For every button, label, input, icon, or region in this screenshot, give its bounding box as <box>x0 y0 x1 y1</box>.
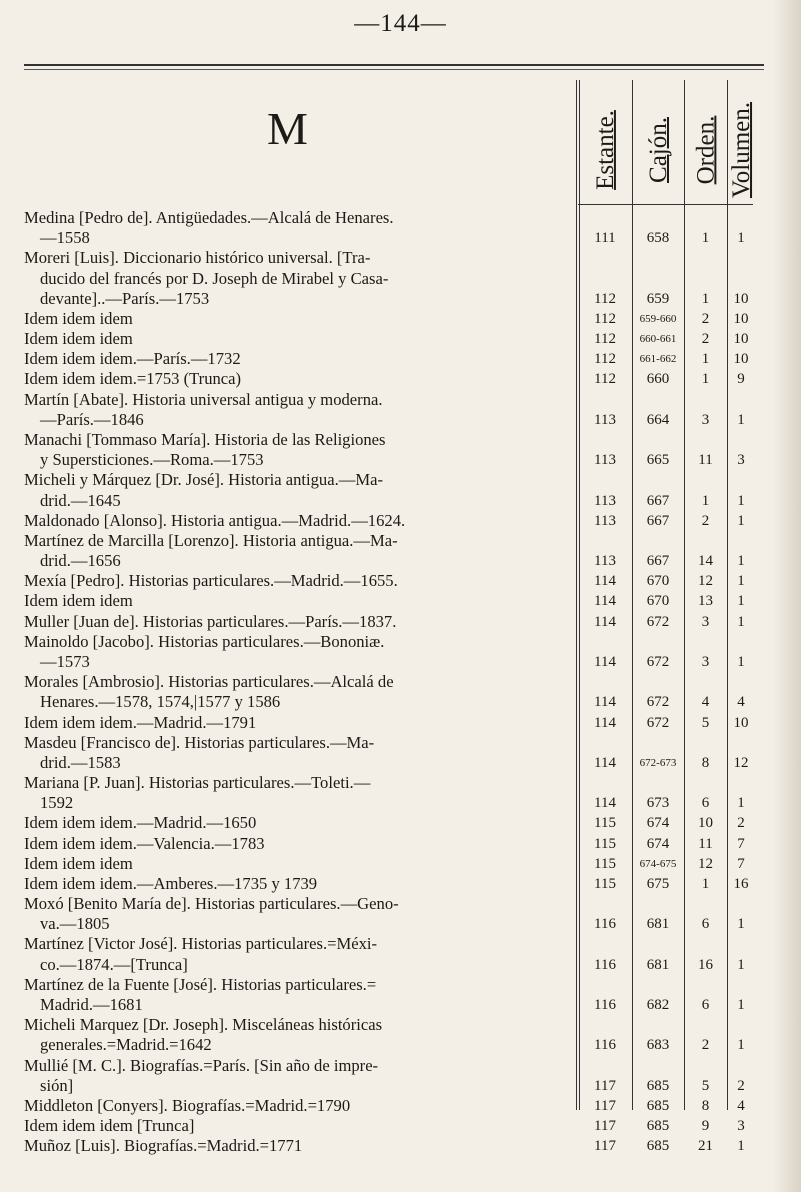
orden-value: 2 <box>701 1037 710 1054</box>
estante-value: 115 <box>594 855 616 872</box>
orden-value: 2 <box>701 331 710 348</box>
header-estante: Estante. <box>592 110 619 190</box>
volumen-value: 10 <box>733 310 749 327</box>
estante-value: 114 <box>594 754 616 771</box>
orden-value: 4 <box>701 694 710 711</box>
orden-value: 8 <box>701 1097 710 1114</box>
cajon-value: 672 <box>646 653 670 670</box>
estante-value: 116 <box>594 997 616 1014</box>
entry-text-line: Medina [Pedro de]. Antigüedades.—Alcalá de Henares. <box>24 208 394 227</box>
header-cell-estante <box>580 96 632 204</box>
entry-text-line: y Supersticiones.—Roma.—1753 <box>40 450 264 470</box>
volumen-value: 4 <box>737 1097 745 1114</box>
cajon-value: 681 <box>646 956 670 973</box>
entry-text-line: drid.—1645 <box>40 490 121 510</box>
volumen-value: 1 <box>737 613 745 630</box>
entry-text-line: generales.=Madrid.=1642 <box>40 1035 212 1055</box>
estante-value: 116 <box>594 956 616 973</box>
volumen-value: 10 <box>733 290 749 307</box>
entry-text-line: va.—1805 <box>40 914 110 934</box>
entry-text-line: Idem idem idem <box>24 591 133 611</box>
top-rule-thin <box>24 69 764 70</box>
orden-value: 12 <box>698 855 713 872</box>
cajon-value: 685 <box>646 1138 670 1155</box>
orden-value: 10 <box>698 815 713 832</box>
volumen-value: 1 <box>737 956 745 973</box>
cajon-value: 659 <box>646 290 670 307</box>
header-rule <box>578 204 753 205</box>
cajon-value: 675 <box>646 875 670 892</box>
cajon-value: 665 <box>646 452 670 469</box>
entry-text-line: —1573 <box>40 651 90 671</box>
volumen-value: 3 <box>737 1118 745 1135</box>
estante-value: 114 <box>594 613 616 630</box>
volumen-value: 1 <box>737 1138 745 1155</box>
volumen-value: 10 <box>733 714 749 731</box>
entry-text-line: drid.—1656 <box>40 551 121 571</box>
header-cell-volumen <box>728 96 756 204</box>
orden-value: 8 <box>701 754 710 771</box>
estante-value: 117 <box>594 1097 616 1114</box>
header-cajon: Cajón. <box>644 117 672 183</box>
volumen-value: 12 <box>733 754 749 771</box>
orden-value: 1 <box>701 371 710 388</box>
volumen-value: 9 <box>737 371 745 388</box>
entry-text-line: Micheli y Márquez [Dr. José]. Historia antigua.—Ma- <box>24 470 383 490</box>
entry-text-line: Henares.—1578, 1574,|1577 y 1586 <box>40 692 281 712</box>
entry-text-line: Idem idem idem.—Madrid.—1791 <box>24 712 257 732</box>
cajon-value: 661-662 <box>639 353 677 366</box>
orden-value: 16 <box>698 956 713 973</box>
volumen-value: 1 <box>737 1037 745 1054</box>
estante-value: 113 <box>594 512 616 529</box>
orden-value: 1 <box>701 492 710 509</box>
estante-value: 112 <box>594 371 616 388</box>
entry-text-line: Masdeu [Francisco de]. Historias particulares.—Ma- <box>24 732 375 752</box>
estante-value: 116 <box>594 916 616 933</box>
entry-text-line: sión] <box>40 1075 74 1095</box>
volumen-value: 1 <box>737 512 745 529</box>
orden-value: 3 <box>701 613 710 630</box>
entry-text-line: Idem idem idem.—Amberes.—1735 y 1739 <box>24 873 318 893</box>
cajon-value: 670 <box>646 593 670 610</box>
entry-text-line: Mexía [Pedro]. Historias particulares.—Madrid.—1655. <box>24 571 398 591</box>
cajon-value: 667 <box>646 492 670 509</box>
entry-text-line: Idem idem idem.—París.—1732 <box>24 349 241 369</box>
entry-text-line: Idem idem idem [Trunca] <box>24 1116 195 1136</box>
cajon-value: 672 <box>646 613 670 630</box>
volumen-value: 1 <box>737 492 745 509</box>
header-volumen: Volumen. <box>728 101 756 199</box>
estante-value: 112 <box>594 310 616 327</box>
volumen-value: 1 <box>737 411 745 428</box>
header-cell-orden <box>685 96 727 204</box>
volumen-value: 2 <box>737 1077 745 1094</box>
estante-value: 111 <box>594 230 616 247</box>
entry-text-line: Morales [Ambrosio]. Historias particulares.—Alcalá de <box>24 672 394 692</box>
entry-text-line: Maldonado [Alonso]. Historia antigua.—Madrid.—1624. <box>24 510 406 530</box>
estante-value: 113 <box>594 553 616 570</box>
orden-value: 13 <box>698 593 713 610</box>
header-cell-cajon <box>633 96 684 204</box>
orden-value: 9 <box>701 1118 710 1135</box>
cajon-value: 660 <box>646 371 670 388</box>
cajon-value: 674 <box>646 835 670 852</box>
orden-value: 2 <box>701 512 710 529</box>
orden-value: 2 <box>701 310 710 327</box>
orden-value: 6 <box>701 795 710 812</box>
section-letter: M <box>267 103 308 154</box>
estante-value: 113 <box>594 411 616 428</box>
volumen-value: 1 <box>737 997 745 1014</box>
estante-value: 114 <box>594 795 616 812</box>
estante-value: 113 <box>594 452 616 469</box>
estante-value: 114 <box>594 694 616 711</box>
cajon-value: 681 <box>646 916 670 933</box>
orden-value: 3 <box>701 653 710 670</box>
cajon-value: 667 <box>646 512 670 529</box>
entry-text-line: Idem idem idem.=1753 (Trunca) <box>24 369 242 389</box>
cajon-value: 672 <box>646 694 670 711</box>
estante-value: 117 <box>594 1077 616 1094</box>
orden-value: 12 <box>698 573 713 590</box>
entry-text-line: Moxó [Benito María de]. Historias particulares.—Geno- <box>24 894 399 914</box>
entry-text-line: —París.—1846 <box>40 409 144 429</box>
volumen-value: 16 <box>733 875 749 892</box>
entry-text-line: —1558 <box>40 228 90 248</box>
entry-text-line: ducido del francés por D. Joseph de Mirabel y Casa- <box>40 268 389 288</box>
cajon-value: 685 <box>646 1077 670 1094</box>
entry-text-line: Muñoz [Luis]. Biografías.=Madrid.=1771 <box>24 1136 303 1156</box>
volumen-value: 7 <box>737 835 745 852</box>
entry-text-line: Manachi [Tommaso María]. Historia de las Religiones <box>24 429 386 449</box>
estante-value: 117 <box>594 1118 616 1135</box>
orden-value: 1 <box>701 875 710 892</box>
entry-text-line: Idem idem idem <box>24 329 133 349</box>
entry-text-line: Martínez de la Fuente [José]. Historias particulares.= <box>24 974 377 994</box>
estante-value: 113 <box>594 492 616 509</box>
estante-value: 112 <box>594 290 616 307</box>
volumen-value: 1 <box>737 553 745 570</box>
volumen-value: 1 <box>737 653 745 670</box>
entry-text-line: Idem idem idem.—Valencia.—1783 <box>24 833 265 853</box>
estante-value: 114 <box>594 593 616 610</box>
orden-value: 14 <box>698 553 713 570</box>
orden-value: 1 <box>701 351 710 368</box>
entry-text-line: Mullié [M. C.]. Biografías.=París. [Sin año de impre- <box>24 1055 379 1075</box>
entry-text-line: Mariana [P. Juan]. Historias particulares.—Toleti.— <box>24 773 371 793</box>
orden-value: 11 <box>698 835 713 852</box>
orden-value: 6 <box>701 916 710 933</box>
entry-text-line: Muller [Juan de]. Historias particulares.—París.—1837. <box>24 611 397 631</box>
volumen-value: 1 <box>737 230 745 247</box>
cajon-value: 685 <box>646 1097 670 1114</box>
cajon-value: 672-673 <box>639 756 677 769</box>
volumen-value: 4 <box>737 694 745 711</box>
cajon-value: 682 <box>646 997 670 1014</box>
entry-text-line: Middleton [Conyers]. Biografías.=Madrid.=1790 <box>24 1095 351 1115</box>
estante-value: 114 <box>594 653 616 670</box>
orden-value: 21 <box>698 1138 713 1155</box>
orden-value: 6 <box>701 997 710 1014</box>
cajon-value: 670 <box>646 573 670 590</box>
page-number: —144— <box>354 10 447 37</box>
entry-text-line: Moreri [Luis]. Diccionario histórico universal. [Tra- <box>24 248 371 268</box>
estante-value: 117 <box>594 1138 616 1155</box>
cajon-value: 658 <box>646 230 670 247</box>
estante-value: 115 <box>594 835 616 852</box>
entry-text-line: Micheli Marquez [Dr. Joseph]. Misceláneas históricas <box>24 1015 383 1035</box>
estante-value: 112 <box>594 331 616 348</box>
volumen-value: 3 <box>737 452 745 469</box>
volumen-value: 1 <box>737 916 745 933</box>
volumen-value: 10 <box>733 351 749 368</box>
entry-text-line: Martín [Abate]. Historia universal antigua y moderna. <box>24 389 383 409</box>
cajon-value: 673 <box>646 795 670 812</box>
entry-text-line: Mainoldo [Jacobo]. Historias particulares.—Bononiæ. <box>24 631 385 651</box>
estante-value: 115 <box>594 815 616 832</box>
cajon-value: 664 <box>646 411 670 428</box>
orden-value: 11 <box>698 452 713 469</box>
volumen-value: 2 <box>737 815 745 832</box>
top-rule <box>24 64 764 66</box>
orden-value: 1 <box>701 230 710 247</box>
page-edge-shadow <box>773 0 801 1192</box>
volumen-value: 1 <box>737 795 745 812</box>
volumen-value: 10 <box>733 331 749 348</box>
cajon-value: 660-661 <box>639 333 677 346</box>
estante-value: 115 <box>594 875 616 892</box>
cajon-value: 674 <box>646 815 670 832</box>
entry-text-line: Idem idem idem <box>24 853 133 873</box>
entry-text-line: Martínez de Marcilla [Lorenzo]. Historia antigua.—Ma- <box>24 530 398 550</box>
header-orden: Orden. <box>692 115 720 185</box>
entry-text-line: Idem idem idem <box>24 308 133 328</box>
cajon-value: 672 <box>646 714 670 731</box>
volumen-value: 1 <box>737 593 745 610</box>
orden-value: 5 <box>701 1077 710 1094</box>
volumen-value: 1 <box>737 573 745 590</box>
entry-text-line: 1592 <box>40 793 74 813</box>
volumen-value: 7 <box>737 855 745 872</box>
cajon-value: 685 <box>646 1118 670 1135</box>
cajon-value: 659-660 <box>639 312 677 325</box>
orden-value: 3 <box>701 411 710 428</box>
entry-text-line: co.—1874.—[Trunca] <box>40 954 188 974</box>
entry-text-line: Martínez [Victor José]. Historias particulares.=Méxi- <box>24 934 378 954</box>
entry-text-line: drid.—1583 <box>40 752 121 772</box>
entry-text-line: Madrid.—1681 <box>40 995 143 1015</box>
entry-text-line: devante]..—París.—1753 <box>40 288 210 308</box>
estante-value: 114 <box>594 714 616 731</box>
estante-value: 112 <box>594 351 616 368</box>
orden-value: 5 <box>701 714 710 731</box>
estante-value: 114 <box>594 573 616 590</box>
entry-text-line: Idem idem idem.—Madrid.—1650 <box>24 813 257 833</box>
cajon-value: 667 <box>646 553 670 570</box>
cajon-value: 674-675 <box>639 857 677 870</box>
cajon-value: 683 <box>646 1037 670 1054</box>
orden-value: 1 <box>701 290 710 307</box>
estante-value: 116 <box>594 1037 616 1054</box>
